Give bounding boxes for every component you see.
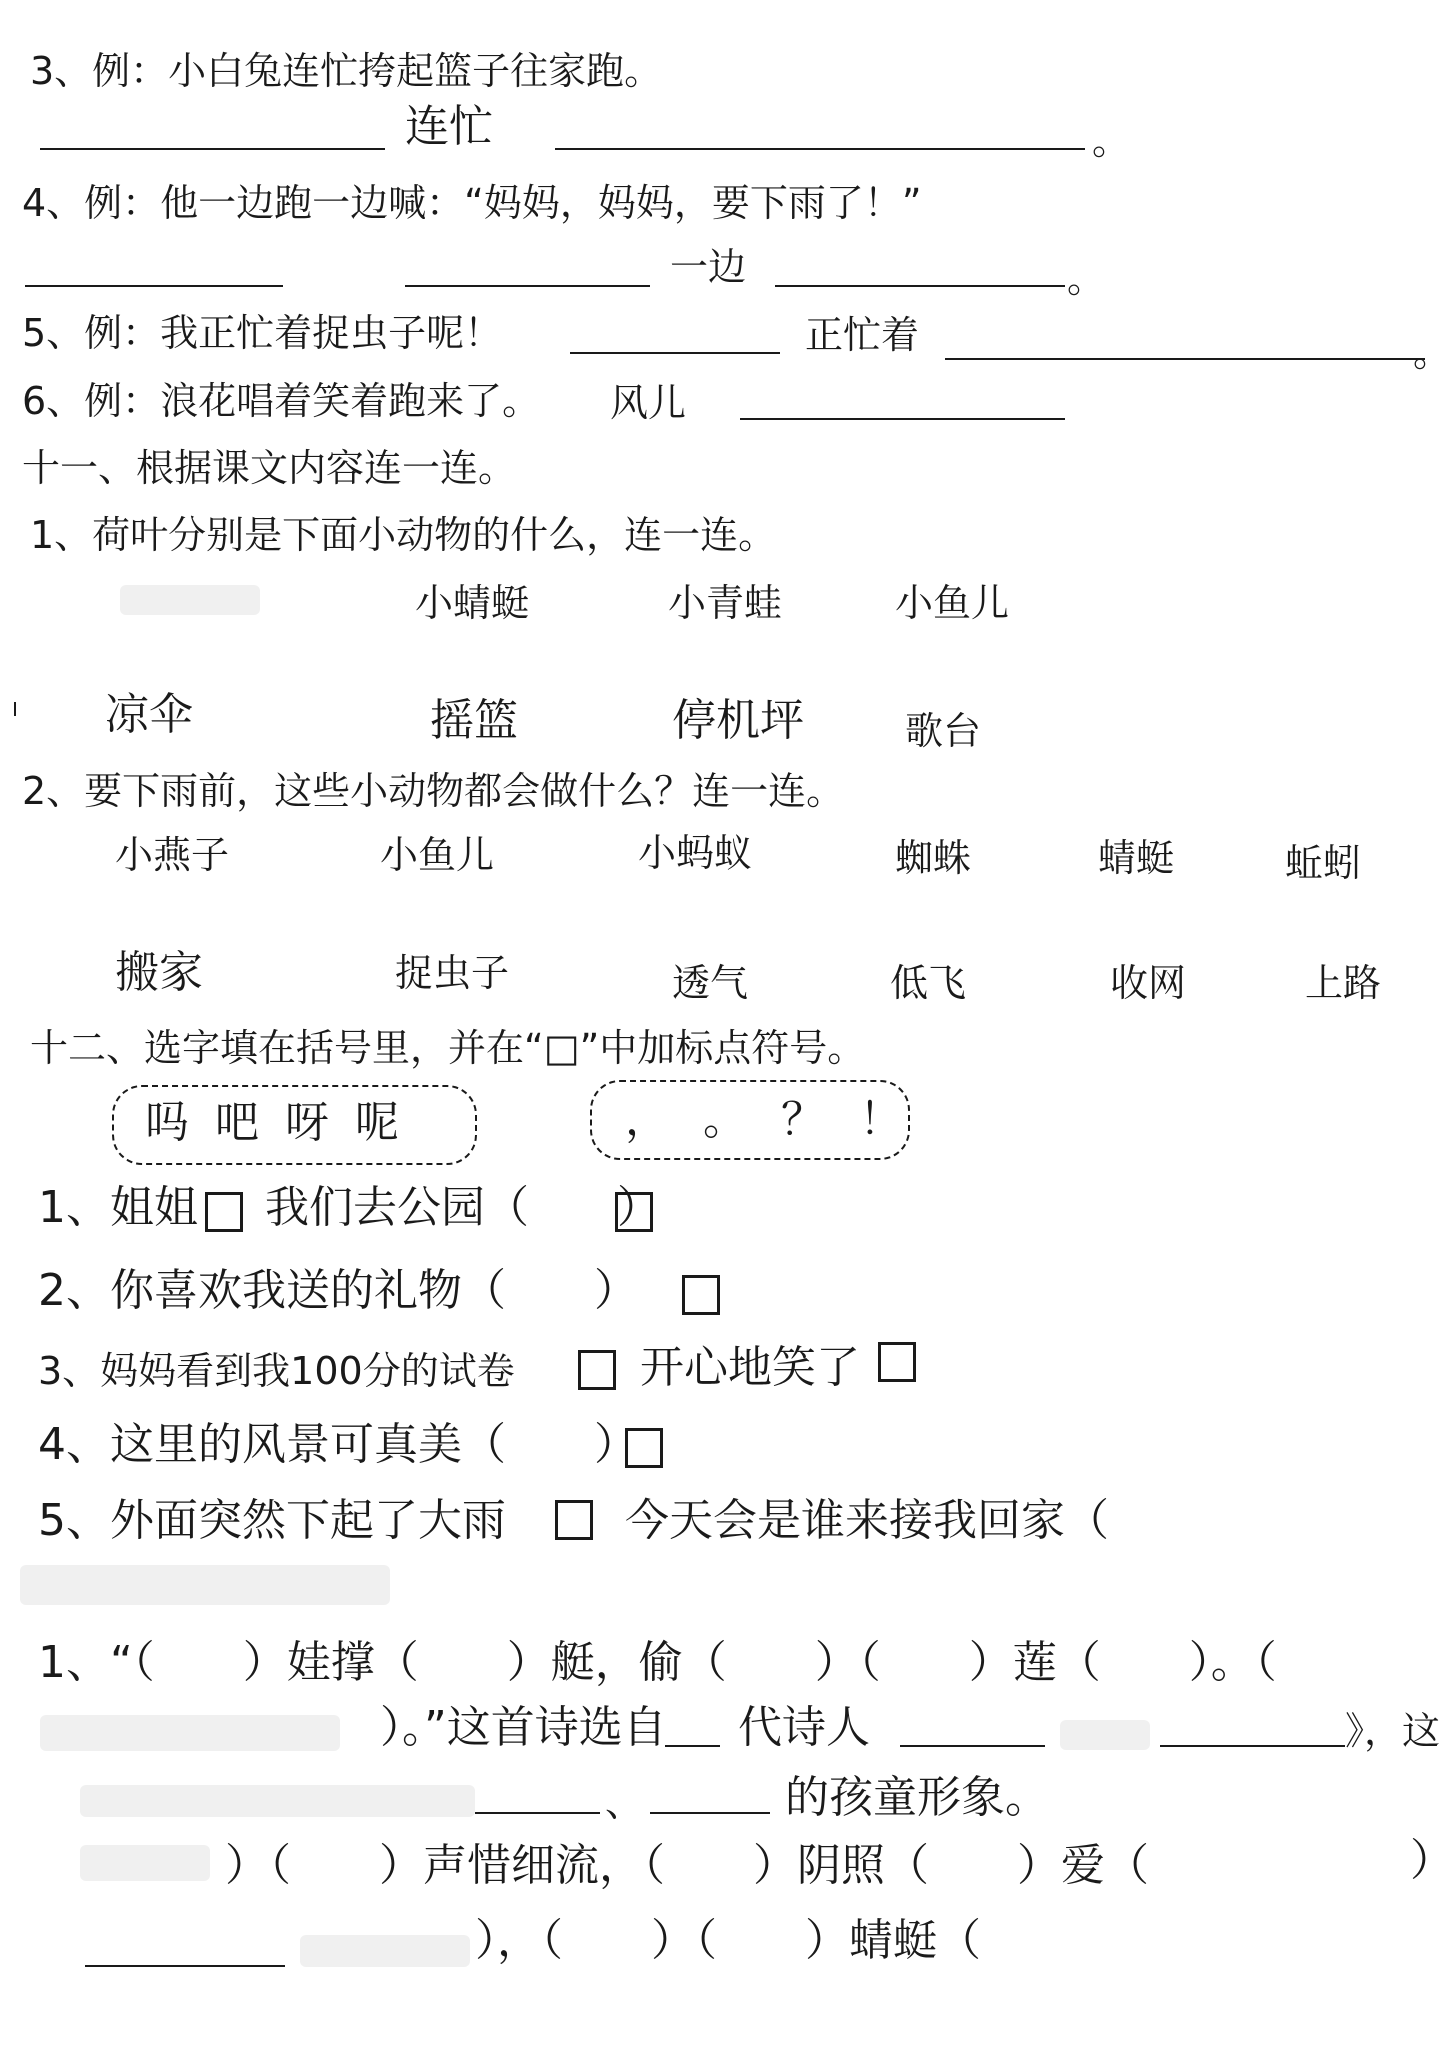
q1-thing[interactable]: 歌台: [905, 709, 982, 753]
sec12-q3-end: 开心地笑了: [640, 1342, 860, 1393]
q4-blank-3[interactable]: [775, 285, 1065, 287]
q5-blank-2[interactable]: [945, 358, 1425, 360]
punctuation-box[interactable]: [878, 1342, 916, 1382]
sec12-q1-end: 我们去公园（ ）: [265, 1182, 661, 1233]
poem-line-4: ）（ ）声惜细流，（ ）阴照（ ）爱（: [225, 1840, 1149, 1891]
sec12-q5-start: 5、外面突然下起了大雨: [38, 1495, 506, 1546]
q2-animal[interactable]: 小蚂蚁: [638, 831, 753, 875]
obscured-text: [120, 585, 260, 615]
image-separator: 、: [605, 1781, 644, 1825]
q3-blank-1[interactable]: [40, 148, 385, 150]
sec12-q5-end: 今天会是谁来接我回家（: [625, 1495, 1109, 1546]
q1-thing[interactable]: 凉伞: [105, 689, 193, 740]
q4-middle-word: 一边: [670, 245, 747, 289]
q3-middle-word: 连忙: [405, 101, 493, 152]
title-blank[interactable]: [1160, 1745, 1345, 1747]
poem-line-2-end: 》，这: [1345, 1709, 1441, 1753]
q2-action[interactable]: 透气: [672, 961, 749, 1005]
q2-action[interactable]: 收网: [1110, 961, 1187, 1005]
poem-line-4-end: ）: [1410, 1835, 1454, 1886]
q5-period: 。: [1413, 331, 1452, 375]
q2-action[interactable]: 搬家: [115, 947, 203, 998]
punctuation-box[interactable]: [625, 1428, 663, 1468]
punctuation-options: ， 。 ？ ！: [625, 1094, 913, 1145]
poem-line-5: ），（ ）（ ）蜻蜓（: [475, 1915, 981, 1966]
q5-blank-1[interactable]: [570, 352, 780, 354]
poem-line-3: 的孩童形象。: [785, 1772, 1049, 1823]
obscured-text: [40, 1715, 340, 1751]
poet-blank[interactable]: [900, 1745, 1045, 1747]
obscured-text: [20, 1565, 390, 1605]
dynasty-blank[interactable]: [665, 1745, 720, 1747]
sec11-q1-prompt: 1、荷叶分别是下面小动物的什么，连一连。: [30, 513, 777, 557]
punctuation-box[interactable]: [205, 1192, 243, 1232]
q1-animal[interactable]: 小青蛙: [668, 581, 783, 625]
q5-middle-word: 正忙着: [805, 313, 920, 357]
q1-thing[interactable]: 停机坪: [672, 695, 804, 746]
poem-line-2: ）。”这首诗选自: [380, 1702, 667, 1753]
image-blank-2[interactable]: [650, 1812, 770, 1814]
sec12-q3-start: 3、妈妈看到我100分的试卷: [38, 1349, 515, 1393]
punctuation-box[interactable]: [682, 1275, 720, 1315]
obscured-text: [300, 1935, 470, 1967]
q3-period: 。: [1092, 119, 1131, 163]
q4-blank-2[interactable]: [405, 285, 650, 287]
q5-example: 5、例：我正忙着捉虫子呢！: [22, 311, 503, 355]
sec12-q2: 2、你喜欢我送的礼物（ ）: [38, 1265, 638, 1316]
punctuation-box[interactable]: [555, 1500, 593, 1540]
q2-animal[interactable]: 小燕子: [115, 833, 230, 877]
section-12-title: 十二、选字填在括号里，并在“□”中加标点符号。: [30, 1026, 866, 1070]
obscured-text: [80, 1785, 475, 1817]
poem-blank[interactable]: [85, 1965, 285, 1967]
sec12-q1-start: 1、姐姐: [38, 1182, 198, 1233]
poem-line-2b: 代诗人: [738, 1702, 870, 1753]
poem-line-1: 1、“（ ）娃撑（ ）艇，偷（ ）（ ）莲（ ）。（: [38, 1637, 1277, 1688]
punctuation-box[interactable]: [578, 1350, 616, 1390]
punctuation-box[interactable]: [615, 1192, 653, 1232]
q6-middle-word: 风儿: [610, 381, 687, 425]
q4-example: 4、例：他一边跑一边喊：“妈妈，妈妈，要下雨了！”: [22, 181, 922, 225]
word-options: 吗 吧 呀 呢: [145, 1097, 405, 1148]
image-blank-1[interactable]: [475, 1812, 600, 1814]
margin-mark: [14, 702, 16, 716]
q2-animal[interactable]: 蚯蚓: [1285, 841, 1362, 885]
q2-action[interactable]: 低飞: [890, 961, 967, 1005]
sec12-q4: 4、这里的风景可真美（ ）: [38, 1419, 638, 1470]
q6-blank[interactable]: [740, 418, 1065, 420]
q2-animal[interactable]: 蜘蛛: [895, 836, 972, 880]
q4-blank-1[interactable]: [25, 285, 283, 287]
q4-period: 。: [1067, 257, 1106, 301]
obscured-text: [80, 1845, 210, 1881]
q3-example: 3、例：小白兔连忙挎起篮子往家跑。: [30, 49, 663, 93]
q2-action[interactable]: 上路: [1305, 961, 1382, 1005]
q2-animal[interactable]: 蜻蜓: [1098, 836, 1175, 880]
q6-example: 6、例：浪花唱着笑着跑来了。: [22, 379, 541, 423]
q2-action[interactable]: 捉虫子: [395, 951, 510, 995]
section-11-title: 十一、根据课文内容连一连。: [22, 446, 517, 490]
q1-animal[interactable]: 小鱼儿: [895, 581, 1010, 625]
q1-thing[interactable]: 摇篮: [430, 695, 518, 746]
q3-blank-2[interactable]: [555, 148, 1085, 150]
q2-animal[interactable]: 小鱼儿: [380, 833, 495, 877]
q1-animal[interactable]: 小蜻蜓: [415, 581, 530, 625]
sec11-q2-prompt: 2、要下雨前，这些小动物都会做什么？连一连。: [22, 769, 845, 813]
obscured-text: [1060, 1720, 1150, 1750]
